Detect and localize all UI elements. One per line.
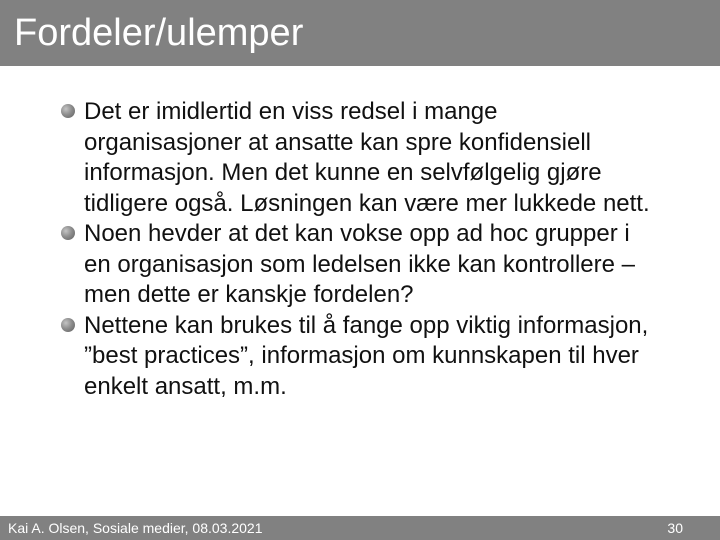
footer-text: Kai A. Olsen, Sosiale medier, 08.03.2021: [8, 520, 263, 536]
page-number: 30: [667, 520, 683, 536]
bullet-list: [0, 97, 720, 402]
round-bullet-icon: [61, 104, 75, 118]
slide-title: Fordeler/ulemper: [14, 12, 304, 54]
footer-bar: [0, 516, 720, 540]
bullet-text: Noen hevder at det kan vokse opp ad hoc grupper i en organisasjon som ledelsen ikke kan kontrollere – men dette er kanskje fordelen?: [84, 220, 635, 308]
bullet-item: [0, 97, 720, 219]
round-bullet-icon: [61, 226, 75, 240]
title-bar: [0, 0, 720, 66]
bullet-text: Nettene kan brukes til å fange opp viktig informasjon, ”best practices”, informasjon om kunnskapen til hver enkelt ansatt, m.m.: [84, 311, 649, 400]
bullet-item: [0, 311, 720, 403]
bullet-text: Det er imidlertid en viss redsel i mange organisasjoner at ansatte kan spre konfidensiell informasjon. Men det kunne en selvfølgelig gjøre tidligere også. Løsningen kan være mer lukkede nett.: [84, 98, 650, 217]
round-bullet-icon: [61, 318, 75, 332]
bullet-item: [0, 219, 720, 311]
